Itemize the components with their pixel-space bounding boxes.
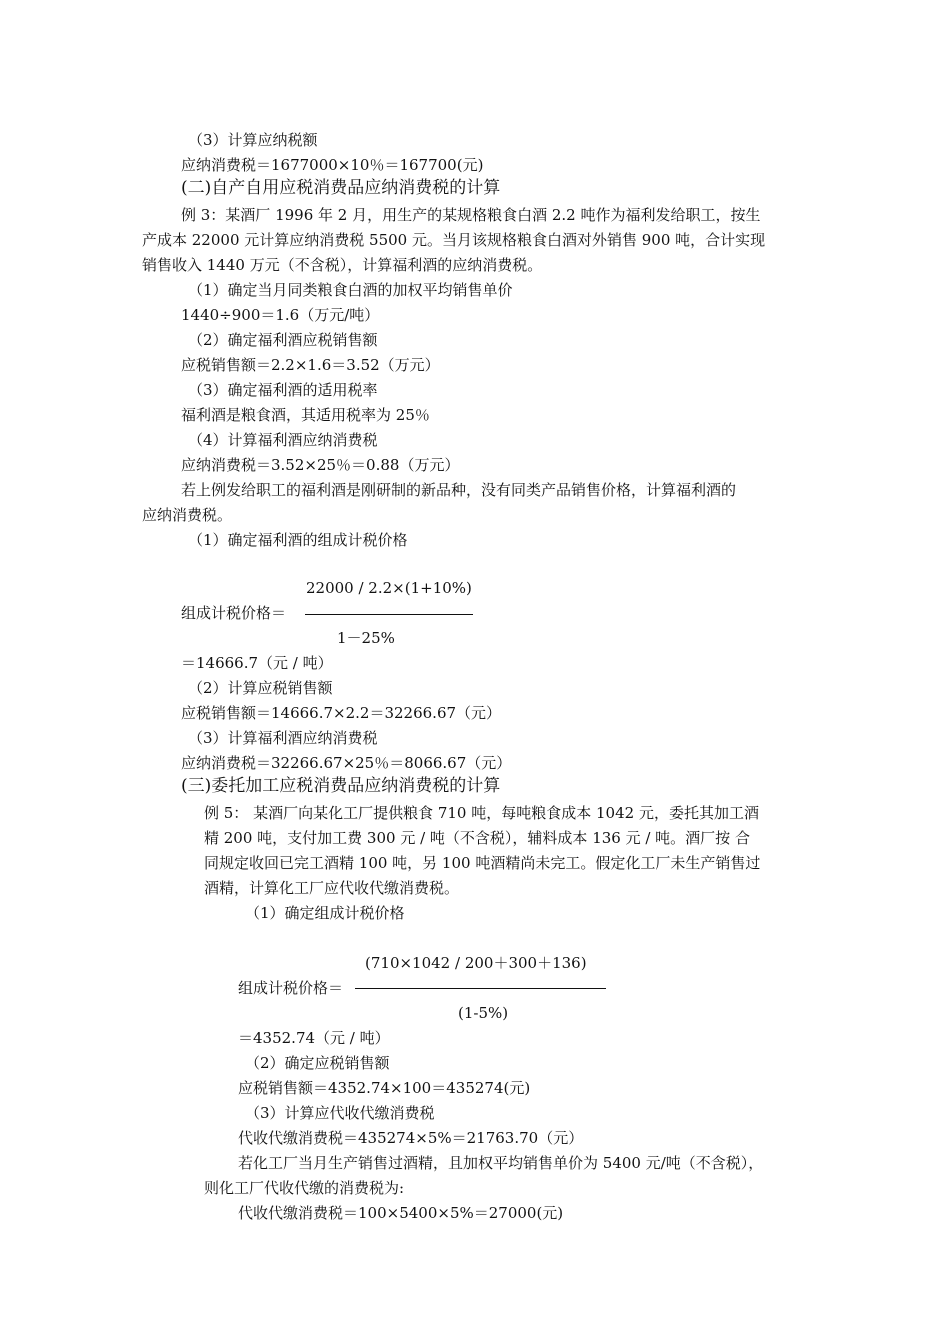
fraction-numerator: (710×1042 / 200＋300＋136): [365, 954, 587, 972]
formula-line: 福利酒是粮食酒，其适用税率为 25％: [181, 406, 430, 424]
step-label: （2）计算应税销售额: [188, 679, 333, 697]
step-label: （3）计算福利酒应纳消费税: [188, 729, 378, 747]
step-label: （4）计算福利酒应纳消费税: [188, 431, 378, 449]
formula-line: 应纳消费税＝3.52×25％＝0.88（万元）: [181, 456, 460, 474]
step-label: （3）计算应纳税额: [188, 131, 318, 149]
example-text: 产成本 22000 元计算应纳消费税 5500 元。当月该规格粮食白酒对外销售 900 吨，合计实现: [142, 231, 766, 249]
example-text: 若化工厂当月生产销售过酒精，且加权平均销售单价为 5400 元/吨（不含税），: [238, 1154, 764, 1172]
formula-line: ＝4352.74（元 / 吨）: [238, 1029, 390, 1047]
step-label: （1）确定福利酒的组成计税价格: [188, 531, 408, 549]
fraction-bar: [355, 988, 606, 989]
fraction-bar: [305, 614, 473, 615]
fraction-numerator: 22000 / 2.2×(1+10%): [306, 579, 472, 597]
formula-line: ＝14666.7（元 / 吨）: [181, 654, 333, 672]
example-text: 若上例发给职工的福利酒是刚研制的新品种，没有同类产品销售价格，计算福利酒的: [181, 481, 737, 499]
formula-line: 代收代缴消费税＝100×5400×5%＝27000(元): [238, 1204, 564, 1222]
step-label: （3）确定福利酒的适用税率: [188, 381, 378, 399]
formula-line: 应税销售额＝4352.74×100＝435274(元): [238, 1079, 531, 1097]
step-label: （1）确定组成计税价格: [245, 904, 405, 922]
formula-lhs: 组成计税价格＝: [238, 979, 344, 997]
example-text: 应纳消费税。: [142, 506, 233, 524]
example-text: 例 5： 某酒厂向某化工厂提供粮食 710 吨，每吨粮食成本 1042 元，委托其加工酒: [204, 804, 759, 822]
formula-line: 代收代缴消费税＝435274×5%＝21763.70（元）: [238, 1129, 584, 1147]
formula-lhs: 组成计税价格＝: [181, 604, 287, 622]
example-text: 销售收入 1440 万元（不含税），计算福利酒的应纳消费税。: [142, 256, 543, 274]
formula-line: 应税销售额＝2.2×1.6＝3.52（万元）: [181, 356, 440, 374]
example-text: 例 3：某酒厂 1996 年 2 月，用生产的某规格粮食白酒 2.2 吨作为福利发给职工，按生: [181, 206, 761, 224]
formula-line: 应纳消费税＝1677000×10％＝167700(元): [181, 156, 484, 174]
formula-line: 1440÷900＝1.6（万元/吨）: [181, 306, 380, 324]
example-text: 同规定收回已完工酒精 100 吨，另 100 吨酒精尚未完工。假定化工厂未生产销售过: [204, 854, 761, 872]
formula-line: 应纳消费税＝32266.67×25％＝8066.67（元）: [181, 754, 512, 772]
example-text: 精 200 吨，支付加工费 300 元 / 吨（不含税），辅料成本 136 元 / 吨。酒厂按 合: [204, 829, 750, 847]
step-label: （2）确定福利酒应税销售额: [188, 331, 378, 349]
section-heading: (二)自产自用应税消费品应纳消费税的计算: [181, 178, 501, 198]
fraction-denominator: 1－25%: [337, 629, 395, 647]
step-label: （1）确定当月同类粮食白酒的加权平均销售单价: [188, 281, 513, 299]
formula-line: 应税销售额＝14666.7×2.2＝32266.67（元）: [181, 704, 502, 722]
step-label: （2）确定应税销售额: [245, 1054, 390, 1072]
example-text: 则化工厂代收代缴的消费税为:: [204, 1179, 405, 1197]
step-label: （3）计算应代收代缴消费税: [245, 1104, 435, 1122]
section-heading: (三)委托加工应税消费品应纳消费税的计算: [181, 776, 501, 796]
fraction-denominator: (1-5%): [458, 1004, 509, 1022]
example-text: 酒精，计算化工厂应代收代缴消费税。: [204, 879, 460, 897]
